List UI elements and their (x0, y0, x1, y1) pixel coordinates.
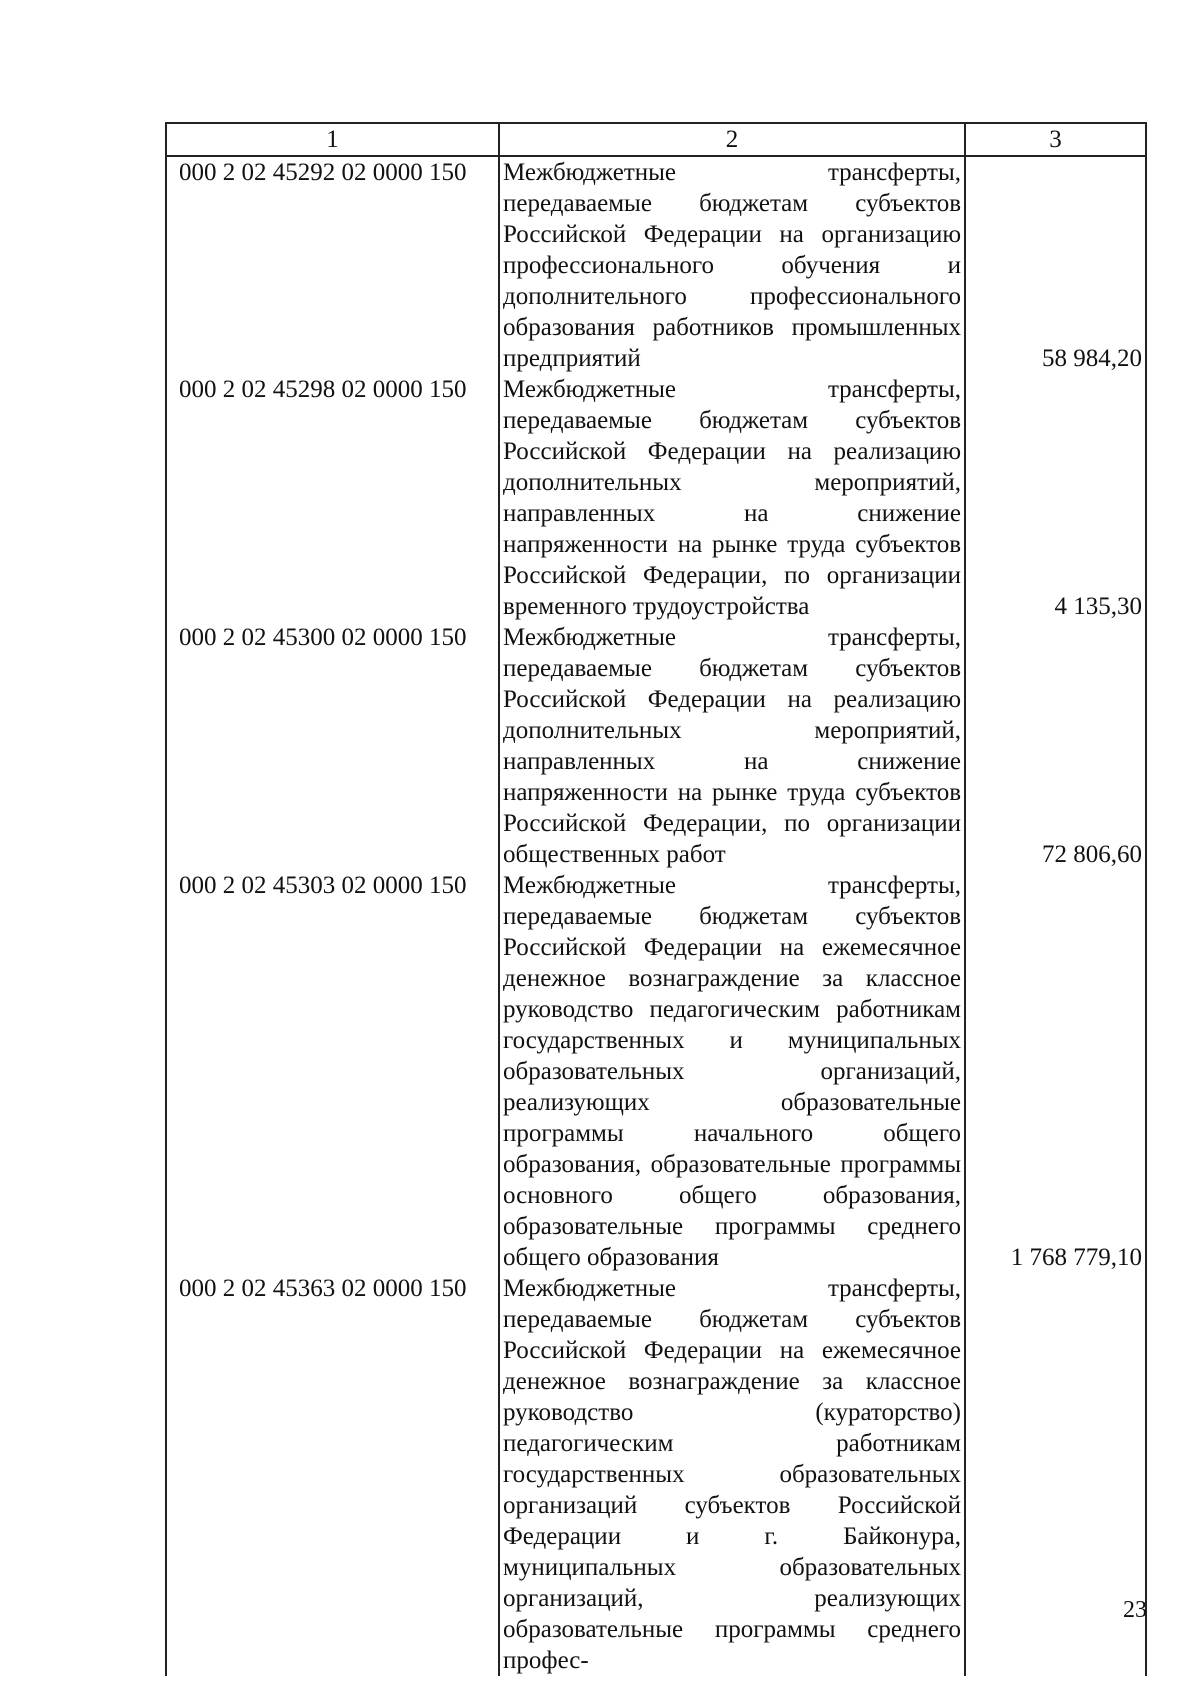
budget-code-cell: 000 2 02 45303 02 0000 150 (166, 870, 499, 1273)
column-header-code: 1 (166, 123, 499, 156)
description-cell (499, 1273, 965, 1676)
amount-cell: 4 135,30 (965, 374, 1146, 622)
table-row (166, 1273, 1146, 1676)
amount-cell: 58 984,20 (965, 156, 1146, 374)
table-row (166, 622, 1146, 870)
budget-code-cell: 000 2 02 45300 02 0000 150 (166, 622, 499, 870)
budget-table (165, 122, 1147, 1676)
description-text: Межбюджетные трансферты, передаваемые бюджетам субъектов Российской Федерации на ежемесячное денежное вознаграждение за классное руководство (кураторство) педагогическим работникам государственных образовательных организаций субъектов Российской Федерации и г. Байконура, муниципальных образовательных организаций, реализующих образовательные программы среднего профес- (503, 1275, 961, 1674)
budget-code-cell: 000 2 02 45363 02 0000 150 (166, 1273, 499, 1676)
budget-code-cell: 000 2 02 45292 02 0000 150 (166, 156, 499, 374)
table-row (166, 156, 1146, 374)
description-text: Межбюджетные трансферты, передаваемые бюджетам субъектов Российской Федерации на реализацию дополнительных мероприятий, направленных на снижение напряженности на рынке труда субъектов Российской Федерации, по организации общественных работ (503, 624, 961, 868)
description-cell (499, 622, 965, 870)
table-row (166, 374, 1146, 622)
description-cell (499, 374, 965, 622)
amount-cell: 1 768 779,10 (965, 870, 1146, 1273)
description-cell (499, 156, 965, 374)
budget-code-cell: 000 2 02 45298 02 0000 150 (166, 374, 499, 622)
column-header-amount: 3 (965, 123, 1146, 156)
table-header-row (166, 123, 1146, 156)
amount-cell: 72 806,60 (965, 622, 1146, 870)
column-header-description: 2 (499, 123, 965, 156)
table-row (166, 870, 1146, 1273)
description-cell (499, 870, 965, 1273)
description-text: Межбюджетные трансферты, передаваемые бюджетам субъектов Российской Федерации на организацию профессионального обучения и дополнительного профессионального образования работников промышленных предприятий (503, 159, 961, 372)
page-number: 23 (1123, 1597, 1147, 1623)
description-text: Межбюджетные трансферты, передаваемые бюджетам субъектов Российской Федерации на реализацию дополнительных мероприятий, направленных на снижение напряженности на рынке труда субъектов Российской Федерации, по организации временного трудоустройства (503, 376, 961, 620)
amount-cell (965, 1273, 1146, 1676)
description-text: Межбюджетные трансферты, передаваемые бюджетам субъектов Российской Федерации на ежемесячное денежное вознаграждение за классное руководство педагогическим работникам государственных и муниципальных образовательных организаций, реализующих образовательные программы начального общего образования, образовательные программы основного общего образования, образовательные программы среднего общего образования (503, 872, 961, 1271)
